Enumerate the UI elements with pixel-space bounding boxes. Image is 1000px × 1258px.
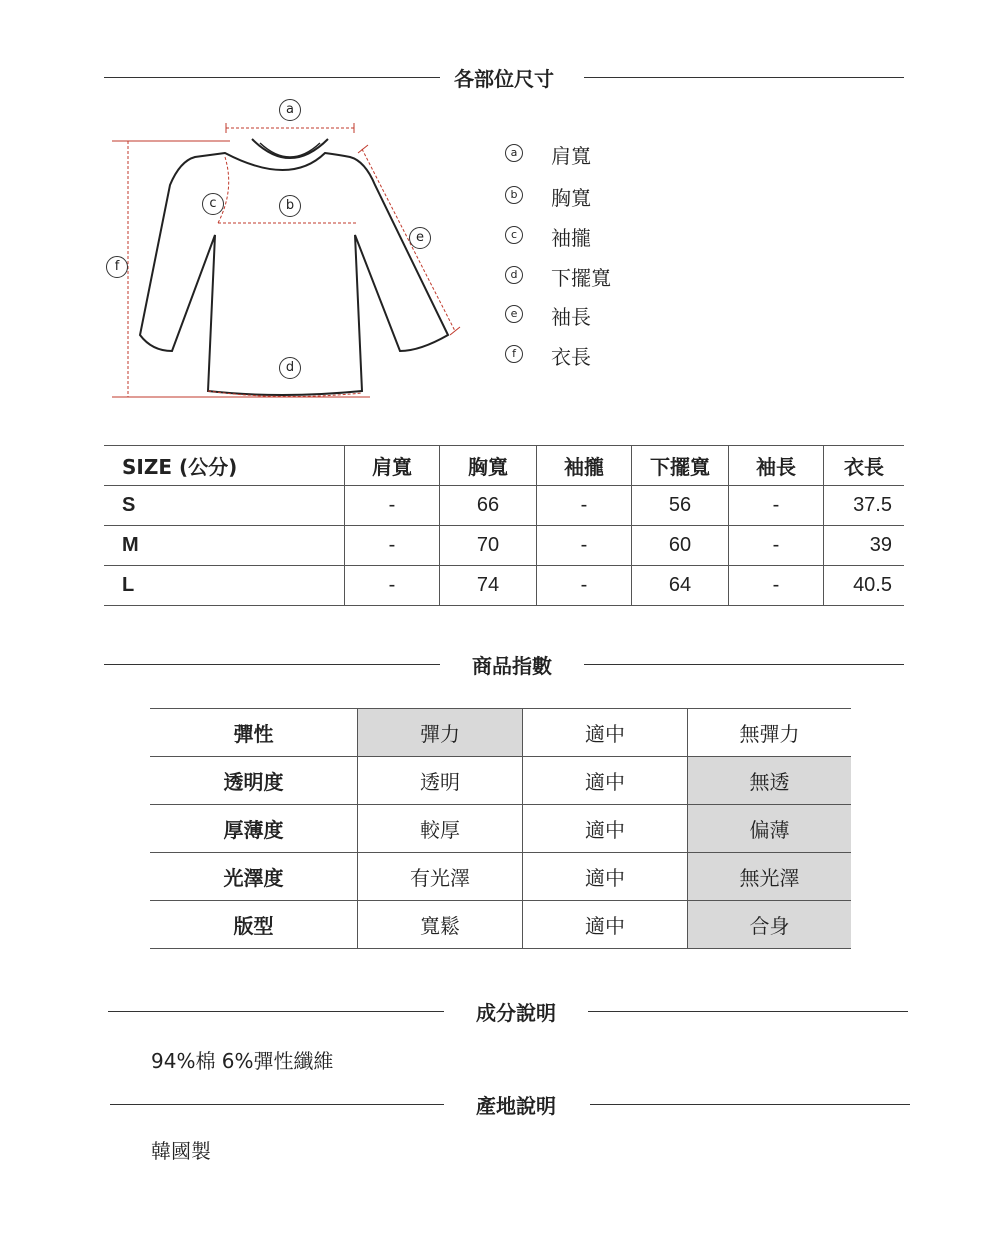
table-cell: - (729, 526, 824, 566)
legend-item (505, 180, 705, 210)
section-title: 產地說明 (476, 1094, 556, 1118)
index-label: 版型 (150, 901, 358, 949)
index-option: 合身 (688, 901, 852, 949)
table-cell: 64 (632, 566, 729, 606)
table-cell: 60 (632, 526, 729, 566)
section-title: 商品指數 (472, 654, 552, 678)
legend-item (505, 138, 705, 168)
divider-line (590, 1104, 910, 1105)
marker-b: b (279, 195, 301, 217)
index-option: 彈力 (358, 709, 523, 757)
table-cell: - (537, 486, 632, 526)
table-row (150, 805, 851, 853)
table-cell: - (537, 566, 632, 606)
divider-line (104, 664, 440, 665)
table-cell: - (345, 486, 440, 526)
index-option: 無光澤 (688, 853, 852, 901)
legend-item (505, 260, 705, 290)
index-option: 無透 (688, 757, 852, 805)
size-label: M (104, 526, 345, 566)
index-option: 適中 (523, 757, 688, 805)
marker-d: d (279, 357, 301, 379)
collar-inner (260, 143, 320, 157)
size-label: L (104, 566, 345, 606)
size-header-cell: 肩寬 (345, 446, 440, 486)
divider-line (584, 664, 904, 665)
table-cell: - (345, 526, 440, 566)
legend-marker: c (505, 226, 523, 244)
divider-line (104, 77, 440, 78)
size-table-header-row (104, 446, 904, 486)
table-cell: 56 (632, 486, 729, 526)
legend-marker: a (505, 144, 523, 162)
table-cell: - (729, 566, 824, 606)
index-option: 較厚 (358, 805, 523, 853)
index-option: 適中 (523, 853, 688, 901)
origin-text: 韓國製 (151, 1139, 211, 1163)
marker-e: e (409, 227, 431, 249)
index-option: 透明 (358, 757, 523, 805)
legend-label: 胸寬 (551, 186, 591, 210)
divider-line (108, 1011, 444, 1012)
index-label: 厚薄度 (150, 805, 358, 853)
index-label: 彈性 (150, 709, 358, 757)
divider-line (588, 1011, 908, 1012)
legend-label: 袖攏 (551, 226, 591, 250)
table-cell: - (345, 566, 440, 606)
index-option: 適中 (523, 709, 688, 757)
size-header-cell: 胸寬 (440, 446, 537, 486)
index-label: 光澤度 (150, 853, 358, 901)
table-cell: 74 (440, 566, 537, 606)
index-option: 有光澤 (358, 853, 523, 901)
index-label: 透明度 (150, 757, 358, 805)
legend-item (505, 299, 705, 329)
legend-item (505, 220, 705, 250)
size-header-cell: 袖長 (729, 446, 824, 486)
divider-line (584, 77, 904, 78)
section-header-composition (108, 997, 908, 1027)
table-row (150, 709, 851, 757)
table-cell: - (537, 526, 632, 566)
divider-line (110, 1104, 444, 1105)
garment-diagram (100, 95, 480, 415)
table-cell: 66 (440, 486, 537, 526)
table-row (104, 526, 904, 566)
legend-item (505, 339, 705, 369)
table-row (104, 566, 904, 606)
index-option: 無彈力 (688, 709, 852, 757)
section-header-product-index (104, 650, 904, 680)
size-header-cell: 袖攏 (537, 446, 632, 486)
legend-label: 袖長 (551, 305, 591, 329)
legend-marker: e (505, 305, 523, 323)
table-cell: 40.5 (824, 566, 905, 606)
legend-marker: d (505, 266, 523, 284)
section-header-measurements (104, 63, 904, 93)
size-header-cell: 衣長 (824, 446, 905, 486)
legend-label: 肩寬 (551, 144, 591, 168)
size-table (104, 445, 904, 606)
table-cell: 70 (440, 526, 537, 566)
section-header-origin (110, 1090, 910, 1120)
section-title: 各部位尺寸 (454, 67, 554, 91)
table-cell: - (729, 486, 824, 526)
table-row (104, 486, 904, 526)
legend-marker: b (505, 186, 523, 204)
table-row (150, 901, 851, 949)
index-option: 適中 (523, 901, 688, 949)
collar-outline (252, 139, 328, 158)
size-label: S (104, 486, 345, 526)
table-cell: 37.5 (824, 486, 905, 526)
legend-label: 衣長 (551, 345, 591, 369)
section-title: 成分說明 (476, 1001, 556, 1025)
table-cell: 39 (824, 526, 905, 566)
index-option: 偏薄 (688, 805, 852, 853)
size-header-cell: 下擺寬 (632, 446, 729, 486)
composition-text: 94%棉 6%彈性纖維 (151, 1049, 334, 1073)
table-row (150, 853, 851, 901)
legend-marker: f (505, 345, 523, 363)
legend-label: 下擺寬 (551, 266, 611, 290)
table-row (150, 757, 851, 805)
marker-a: a (279, 99, 301, 121)
size-header-cell: SIZE (公分) (104, 446, 345, 486)
index-option: 寬鬆 (358, 901, 523, 949)
marker-f: f (106, 256, 128, 278)
marker-c: c (202, 193, 224, 215)
index-option: 適中 (523, 805, 688, 853)
measure-line-c (218, 157, 229, 223)
product-index-table (150, 708, 851, 949)
